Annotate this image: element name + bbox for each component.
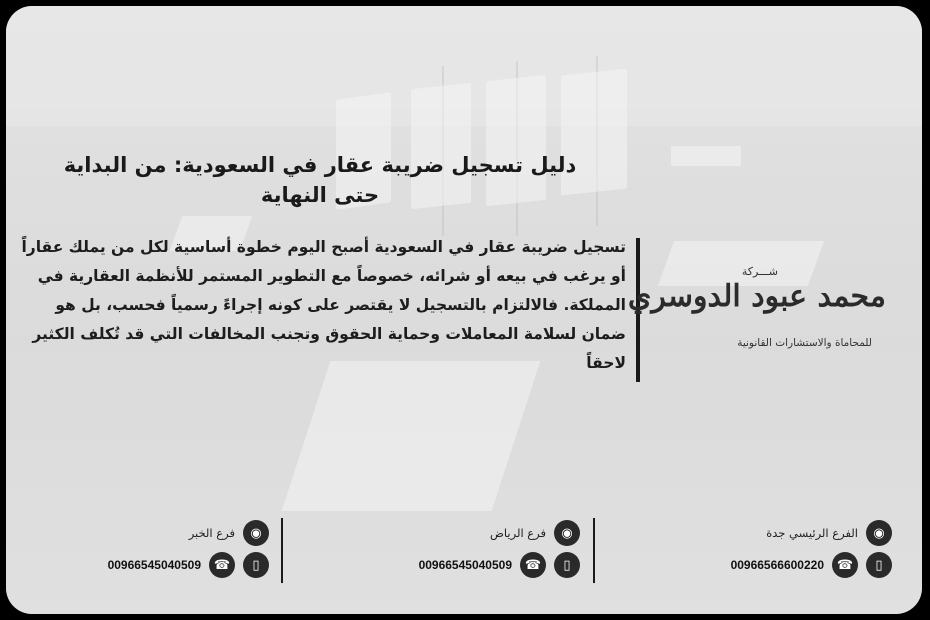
- mobile-icon[interactable]: ▯: [243, 552, 269, 578]
- location-icon: ◉: [866, 520, 892, 546]
- logo-name: محمد عبود الدوسري: [627, 279, 886, 314]
- location-icon: ◉: [243, 520, 269, 546]
- whatsapp-icon[interactable]: ☎: [832, 552, 858, 578]
- branch-phone[interactable]: 00966566600220: [730, 558, 824, 572]
- logo-prefix: شـــركة: [741, 265, 778, 278]
- branch-phone[interactable]: 00966545040509: [418, 558, 512, 572]
- branch-separator: [593, 518, 595, 583]
- article-body: تسجيل ضريبة عقار في السعودية أصبح اليوم خطوة أساسية لكل من يملك عقاراً أو يرغب في بيعه أو شرائه، خصوصاً مع التطوير المستمر للأنظمة العقارية في المملكة. فالالتزام بالتسجيل لا يقتصر على كونه إجراءً رسمياً فحسب، بل هو ضمان لسلامة المعاملات وحماية الحقوق وتجنب المخالفات التي قد تُكلف الكثير لاحقاً: [21, 238, 626, 372]
- branch-khobar: [89, 518, 269, 588]
- branch-label: فرع الرياض: [489, 526, 546, 540]
- branch-jeddah: [712, 518, 892, 588]
- branch-separator: [281, 518, 283, 583]
- branch-label: فرع الخبر: [188, 526, 235, 540]
- location-icon: ◉: [554, 520, 580, 546]
- whatsapp-icon[interactable]: ☎: [520, 552, 546, 578]
- mobile-icon[interactable]: ▯: [866, 552, 892, 578]
- article-title: دليل تسجيل ضريبة عقار في السعودية: من البداية حتى النهاية: [63, 153, 577, 207]
- whatsapp-icon[interactable]: ☎: [209, 552, 235, 578]
- company-logo: [627, 265, 894, 355]
- logo-tagline: للمحاماة والاستشارات القانونية: [737, 337, 872, 349]
- mobile-icon[interactable]: ▯: [554, 552, 580, 578]
- branch-label: الفرع الرئيسي جدة: [766, 526, 858, 540]
- branch-phone[interactable]: 00966545040509: [107, 558, 201, 572]
- branch-riyadh: [400, 518, 580, 588]
